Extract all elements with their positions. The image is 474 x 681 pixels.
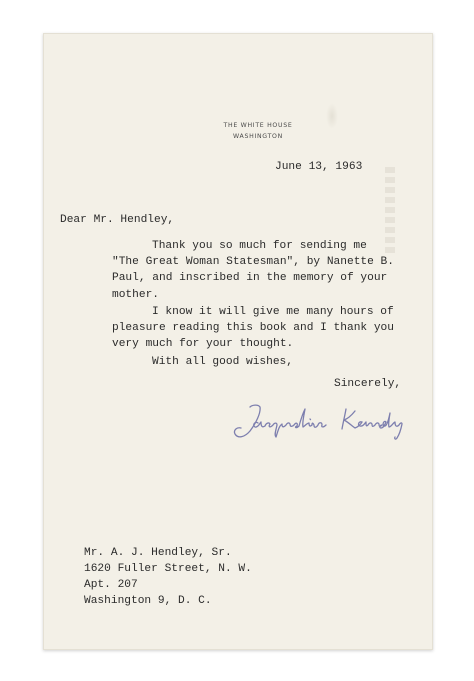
paragraph-2 — [112, 304, 394, 353]
paragraph-line: With all good wishes, — [152, 356, 293, 368]
letterhead-line-2: WASHINGTON — [233, 133, 283, 140]
paragraph-line: mother. — [112, 288, 159, 301]
letterhead-line-1: THE WHITE HOUSE — [223, 122, 293, 129]
paragraph-line: "The Great Woman Statesman", by Nanette B. — [112, 256, 394, 269]
paragraph-line: Thank you so much for sending me — [152, 240, 367, 252]
paragraph-line: I know it will give me many hours of — [152, 306, 394, 318]
paragraph-line: very much for your thought. — [112, 338, 294, 351]
letter-sheet — [43, 33, 433, 650]
letter-date: June 13, 1963 — [275, 161, 363, 173]
salutation: Dear Mr. Hendley, — [60, 214, 175, 226]
address-line: Apt. 207 — [84, 579, 138, 591]
address-line: 1620 Fuller Street, N. W. — [84, 563, 252, 575]
paragraph-line: pleasure reading this book and I thank you — [112, 322, 394, 335]
letterhead — [183, 120, 333, 142]
recipient-address — [84, 545, 252, 609]
handwritten-signature — [228, 401, 423, 445]
complimentary-closing: Sincerely, — [334, 378, 402, 390]
address-line: Mr. A. J. Hendley, Sr. — [84, 547, 232, 559]
paragraph-3 — [152, 354, 293, 370]
paragraph-1 — [112, 238, 394, 303]
paragraph-line: Paul, and inscribed in the memory of your — [112, 272, 388, 285]
address-line: Washington 9, D. C. — [84, 595, 212, 607]
